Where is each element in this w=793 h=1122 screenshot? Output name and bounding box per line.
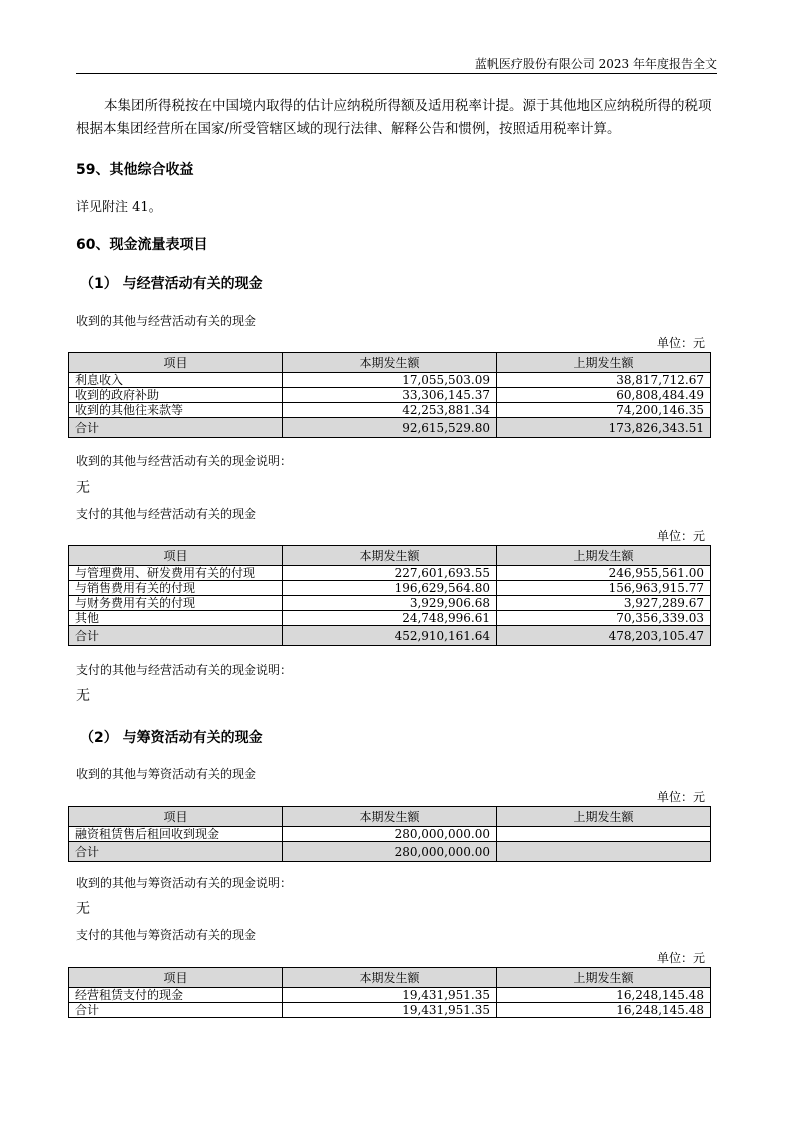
row-label: 其他: [69, 611, 283, 626]
total-label: 合计: [69, 842, 283, 862]
total-row: [69, 626, 711, 646]
section-59-text: 详见附注 41。: [76, 200, 162, 215]
current-value: 280,000,000.00: [283, 827, 497, 842]
total-label: 合计: [69, 1003, 283, 1018]
col-header-prior: 上期发生额: [497, 968, 711, 988]
table-1-unit: 单位：元: [656, 336, 705, 350]
current-value: 227,601,693.55: [283, 566, 497, 581]
prior-value: 16,248,145.48: [497, 988, 711, 1003]
total-prior: 478,203,105.47: [497, 626, 711, 646]
current-value: 3,929,906.68: [283, 596, 497, 611]
table-1: [68, 352, 711, 438]
current-value: 17,055,503.09: [283, 373, 497, 388]
col-header-current: 本期发生额: [283, 968, 497, 988]
prior-value: 38,817,712.67: [497, 373, 711, 388]
row-label: 收到的政府补助: [69, 388, 283, 403]
current-value: 24,748,996.61: [283, 611, 497, 626]
table-row: [69, 1003, 711, 1018]
prior-value: [497, 827, 711, 842]
table-2-note-value: 无: [76, 688, 90, 704]
col-header-current: 本期发生额: [283, 807, 497, 827]
col-header-current: 本期发生额: [283, 353, 497, 373]
prior-value: 74,200,146.35: [497, 403, 711, 418]
page-header: 蓝帆医疗股份有限公司 2023 年年度报告全文: [76, 57, 717, 74]
col-header-item: 项目: [69, 546, 283, 566]
prior-value: 70,356,339.03: [497, 611, 711, 626]
col-header-prior: 上期发生额: [497, 807, 711, 827]
col-header-item: 项目: [69, 968, 283, 988]
table-1-caption: 收到的其他与经营活动有关的现金: [76, 314, 257, 328]
current-value: 196,629,564.80: [283, 581, 497, 596]
total-current: 19,431,951.35: [283, 1003, 497, 1018]
row-label: 融资租赁售后租回收到现金: [69, 827, 283, 842]
prior-value: 60,808,484.49: [497, 388, 711, 403]
current-value: 19,431,951.35: [283, 988, 497, 1003]
table-row: [69, 388, 711, 403]
row-label: 与财务费用有关的付现: [69, 596, 283, 611]
total-prior: [497, 842, 711, 862]
table-row: [69, 403, 711, 418]
table-4-caption: 支付的其他与筹资活动有关的现金: [76, 928, 257, 942]
total-row: [69, 418, 711, 438]
prior-value: 3,927,289.67: [497, 596, 711, 611]
row-label: 经营租赁支付的现金: [69, 988, 283, 1003]
intro-paragraph: 本集团所得税按在中国境内取得的估计应纳税所得额及适用税率计提。源于其他地区应纳税所得的税项根据本集团经营所在国家/所受管辖区域的现行法律、解释公告和惯例，按照适用税率计算。: [76, 98, 712, 137]
total-current: 452,910,161.64: [283, 626, 497, 646]
table-3-note: 收到的其他与筹资活动有关的现金说明：: [76, 876, 293, 890]
table-row: [69, 373, 711, 388]
total-prior: 16,248,145.48: [497, 1003, 711, 1018]
table-row: [69, 611, 711, 626]
table-4: [68, 967, 711, 1018]
table-4-unit: 单位：元: [656, 951, 705, 965]
section-60-title: 60、现金流量表项目: [76, 237, 208, 253]
table-row: [69, 581, 711, 596]
total-label: 合计: [69, 626, 283, 646]
total-label: 合计: [69, 418, 283, 438]
col-header-prior: 上期发生额: [497, 353, 711, 373]
section-59-title: 59、其他综合收益: [76, 162, 194, 178]
current-value: 42,253,881.34: [283, 403, 497, 418]
total-prior: 173,826,343.51: [497, 418, 711, 438]
table-row: [69, 596, 711, 611]
table-3-note-value: 无: [76, 901, 90, 917]
subsection-1-title: （1） 与经营活动有关的现金: [80, 276, 263, 292]
row-label: 与管理费用、研发费用有关的付现: [69, 566, 283, 581]
col-header-item: 项目: [69, 353, 283, 373]
table-3-unit: 单位：元: [656, 790, 705, 804]
table-2: [68, 545, 711, 646]
col-header-current: 本期发生额: [283, 546, 497, 566]
row-label: 收到的其他往来款等: [69, 403, 283, 418]
col-header-item: 项目: [69, 807, 283, 827]
table-2-unit: 单位：元: [656, 529, 705, 543]
total-current: 280,000,000.00: [283, 842, 497, 862]
table-3: [68, 806, 711, 862]
table-row: [69, 827, 711, 842]
table-2-caption: 支付的其他与经营活动有关的现金: [76, 507, 257, 521]
prior-value: 246,955,561.00: [497, 566, 711, 581]
table-1-note-value: 无: [76, 480, 90, 496]
col-header-prior: 上期发生额: [497, 546, 711, 566]
current-value: 33,306,145.37: [283, 388, 497, 403]
row-label: 利息收入: [69, 373, 283, 388]
subsection-2-title: （2） 与筹资活动有关的现金: [80, 730, 263, 746]
table-row: [69, 566, 711, 581]
table-3-caption: 收到的其他与筹资活动有关的现金: [76, 767, 257, 781]
total-current: 92,615,529.80: [283, 418, 497, 438]
table-1-note: 收到的其他与经营活动有关的现金说明：: [76, 454, 293, 468]
total-row: [69, 842, 711, 862]
table-row: [69, 988, 711, 1003]
row-label: 与销售费用有关的付现: [69, 581, 283, 596]
prior-value: 156,963,915.77: [497, 581, 711, 596]
table-2-note: 支付的其他与经营活动有关的现金说明：: [76, 663, 293, 677]
